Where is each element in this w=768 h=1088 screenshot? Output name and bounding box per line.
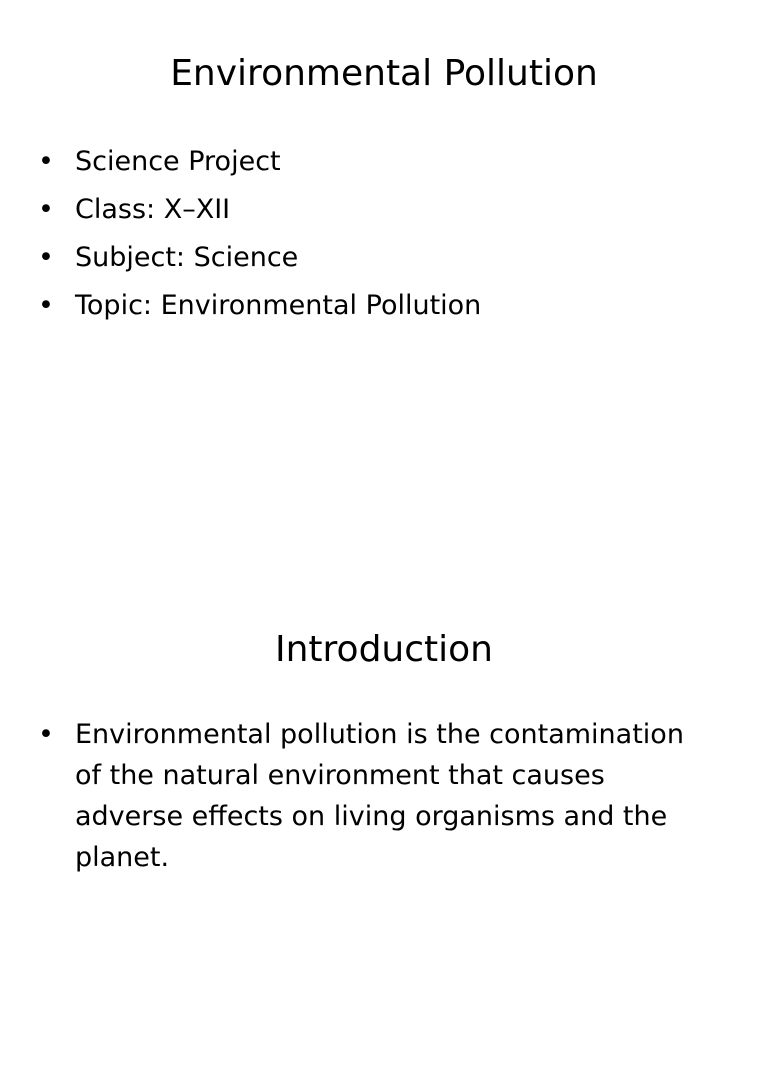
bullet-item <box>38 138 718 186</box>
slide-title-page <box>0 0 768 512</box>
bullet-text: Science Project <box>75 146 281 177</box>
bullet-item <box>38 714 718 878</box>
bullet-item <box>38 186 718 234</box>
bullet-text: Environmental pollution is the contamination of the natural environment that causes adverse effects on living organisms and the planet. <box>75 719 684 873</box>
bullet-text: Topic: Environmental Pollution <box>75 290 482 321</box>
bullet-icon: • <box>38 146 54 177</box>
bullet-list <box>38 138 718 330</box>
bullet-icon: • <box>38 290 54 321</box>
bullet-icon: • <box>38 194 54 225</box>
slide-title: Environmental Pollution <box>170 53 598 94</box>
bullet-text: Subject: Science <box>75 242 299 273</box>
bullet-icon: • <box>38 719 54 750</box>
bullet-item <box>38 282 718 330</box>
slide-title: Introduction <box>274 629 493 670</box>
slide-introduction <box>0 576 768 1088</box>
bullet-item <box>38 234 718 282</box>
bullet-text: Class: X–XII <box>75 194 231 225</box>
bullet-icon: • <box>38 242 54 273</box>
bullet-list <box>38 714 718 878</box>
